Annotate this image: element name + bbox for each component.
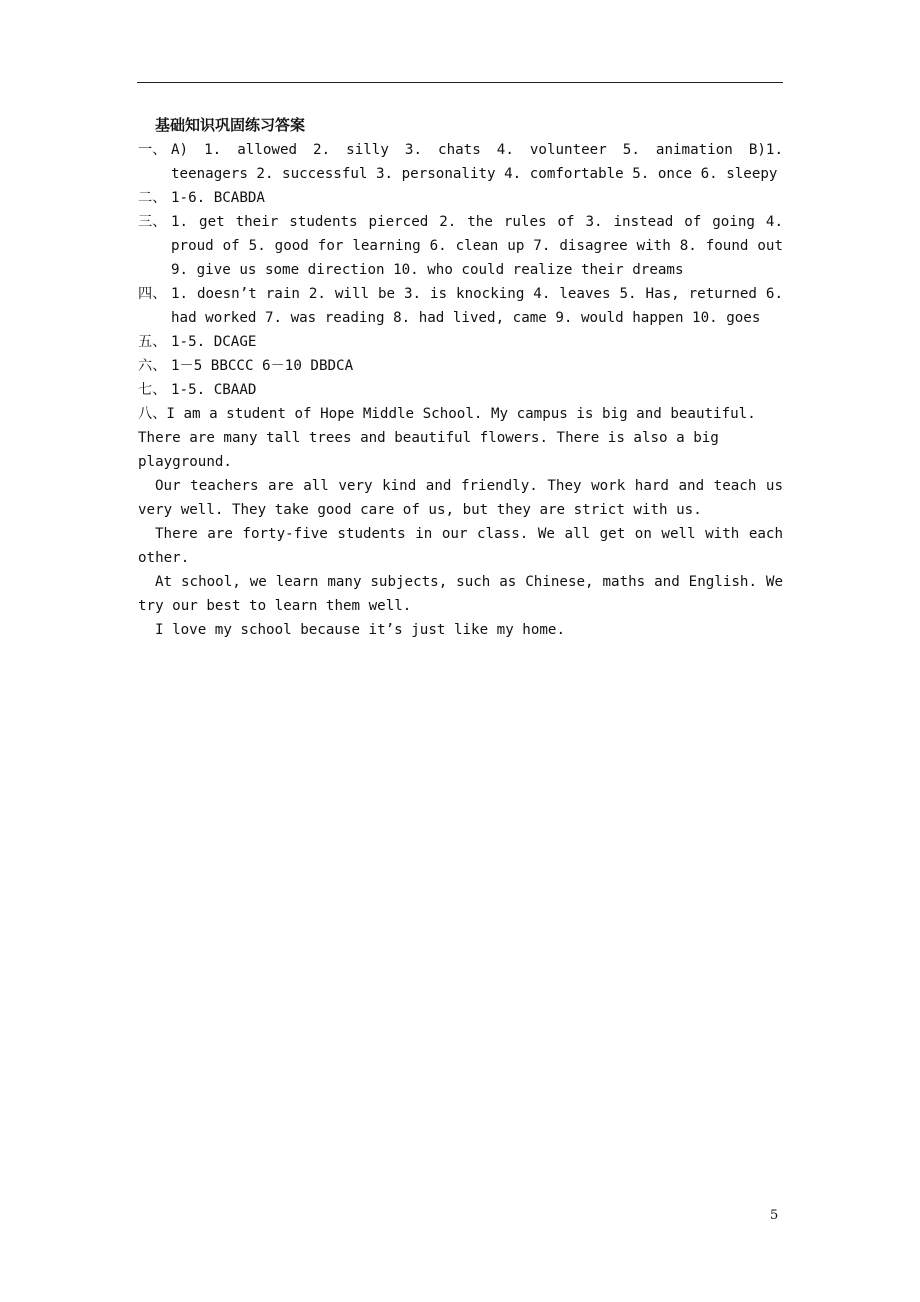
section-number: 四、 <box>138 286 167 302</box>
section-text: 1. doesn’t rain 2. will be 3. is knocking 4. leaves 5. Has, returned 6. had worked 7. was reading 8. had lived, came 9. would happen 10. goes <box>171 286 783 326</box>
answer-section-3 <box>138 210 783 282</box>
answer-section-6 <box>138 354 783 378</box>
section-number: 三、 <box>138 214 167 230</box>
answer-section-7 <box>138 378 783 402</box>
header-rule <box>137 82 783 83</box>
essay-paragraph <box>138 402 783 474</box>
section-text: 1-5. CBAAD <box>171 382 257 398</box>
section-number: 二、 <box>138 190 167 206</box>
page-number: 5 <box>770 1208 779 1223</box>
essay-paragraph: I love my school because it’s just like my home. <box>155 622 565 638</box>
essay-paragraph: At school, we learn many subjects, such as Chinese, maths and English. We try our best to learn them well. <box>138 574 783 614</box>
page-title: 基础知识巩固练习答案 <box>155 116 306 134</box>
section-text: 1-5. DCAGE <box>171 334 257 350</box>
section-text: 1. get their students pierced 2. the rules of 3. instead of going 4. proud of 5. good for learning 6. clean up 7. disagree with 8. found out 9. give us some direction 10. who could realize their dreams <box>171 214 783 278</box>
section-number: 八、 <box>138 406 167 422</box>
section-number: 六、 <box>138 358 167 374</box>
section-text: A) 1. allowed 2. silly 3. chats 4. volunteer 5. animation B)1. teenagers 2. successful 3. personality 4. comfortable 5. once 6. sleepy <box>171 142 783 182</box>
section-number: 五、 <box>138 334 167 350</box>
section-text: 1－5 BBCCC 6－10 DBDCA <box>171 358 354 374</box>
section-text: 1-6. BCABDA <box>171 190 265 206</box>
essay-text: I am a student of Hope Middle School. My campus is big and beautiful. There are many tall trees and beautiful flowers. There is also a big playground. <box>138 406 756 470</box>
essay-paragraph: There are forty-five students in our class. We all get on well with each other. <box>138 526 783 566</box>
section-number: 一、 <box>138 142 167 158</box>
answer-section-5 <box>138 330 783 354</box>
essay-paragraph: Our teachers are all very kind and friendly. They work hard and teach us very well. They take good care of us, but they are strict with us. <box>138 478 783 518</box>
answer-section-2 <box>138 186 783 210</box>
answer-section-1 <box>138 138 783 186</box>
answer-key <box>138 112 783 642</box>
answer-section-4 <box>138 282 783 330</box>
section-number: 七、 <box>138 382 167 398</box>
